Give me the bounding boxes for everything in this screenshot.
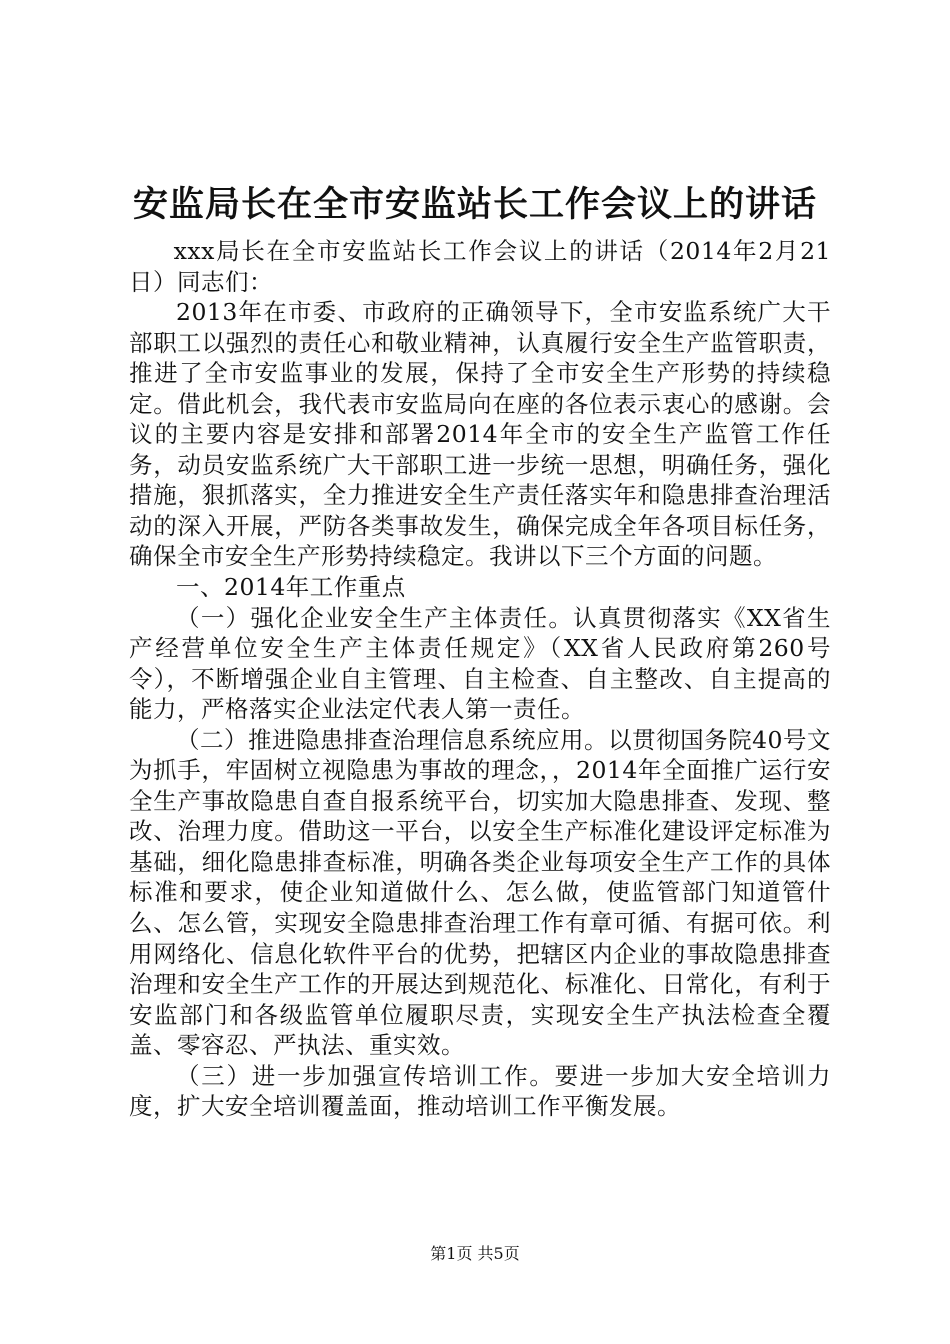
page-number-footer: 第1页 共5页 <box>430 1244 520 1263</box>
document-body <box>129 236 831 1122</box>
paragraph-opening: xxx局长在全市安监站长工作会议上的讲话（2014年2月21日）同志们： <box>129 237 831 296</box>
section-heading-work-priorities: 一、2014年工作重点 <box>176 573 406 602</box>
paragraph-item-2: （二）推进隐患排查治理信息系统应用。以贯彻国务院40号文为抓手，牢固树立视隐患为事故的理念，，2014年全面推广运行安全生产事故隐患自查自报系统平台，切实加大隐患排查、发现、整改、治理力度。借助这一平台，以安全生产标准化建设评定标准为基础，细化隐患排查标准，明确各类企业每项安全生产工作的具体标准和要求，使企业知道做什么、怎么做，使监管部门知道管什么、怎么管，实现安全隐患排查治理工作有章可循、有据可依。利用网络化、信息化软件平台的优势，把辖区内企业的事故隐患排查治理和安全生产工作的开展达到规范化、标准化、日常化，有利于安监部门和各级监管单位履职尽责，实现安全生产执法检查全覆盖、零容忍、严执法、重实效。 <box>129 725 831 1060</box>
document-title: 安监局长在全市安监站长工作会议上的讲话 <box>132 184 817 225</box>
paragraph-item-3: （三）进一步加强宣传培训工作。要进一步加大安全培训力度，扩大安全培训覆盖面，推动培训工作平衡发展。 <box>129 1061 831 1121</box>
paragraph-item-1: （一）强化企业安全生产主体责任。认真贯彻落实《XX省生产经营单位安全生产主体责任规定》（XX省人民政府第260号令），不断增强企业自主管理、自主检查、自主整改、自主提高的能力，严格落实企业法定代表人第一责任。 <box>129 603 831 724</box>
paragraph-introduction: 2013年在市委、市政府的正确领导下，全市安监系统广大干部职工以强烈的责任心和敬业精神，认真履行安全生产监管职责，推进了全市安监事业的发展，保持了全市安全生产形势的持续稳定。借此机会，我代表市安监局向在座的各位表示衷心的感谢。会议的主要内容是安排和部署2014年全市的安全生产监管工作任务，动员安监系统广大干部职工进一步统一思想，明确任务，强化措施，狠抓落实，全力推进安全生产责任落实年和隐患排查治理活动的深入开展，严防各类事故发生，确保完成全年各项目标任务，确保全市安全生产形势持续稳定。我讲以下三个方面的问题。 <box>129 298 831 571</box>
